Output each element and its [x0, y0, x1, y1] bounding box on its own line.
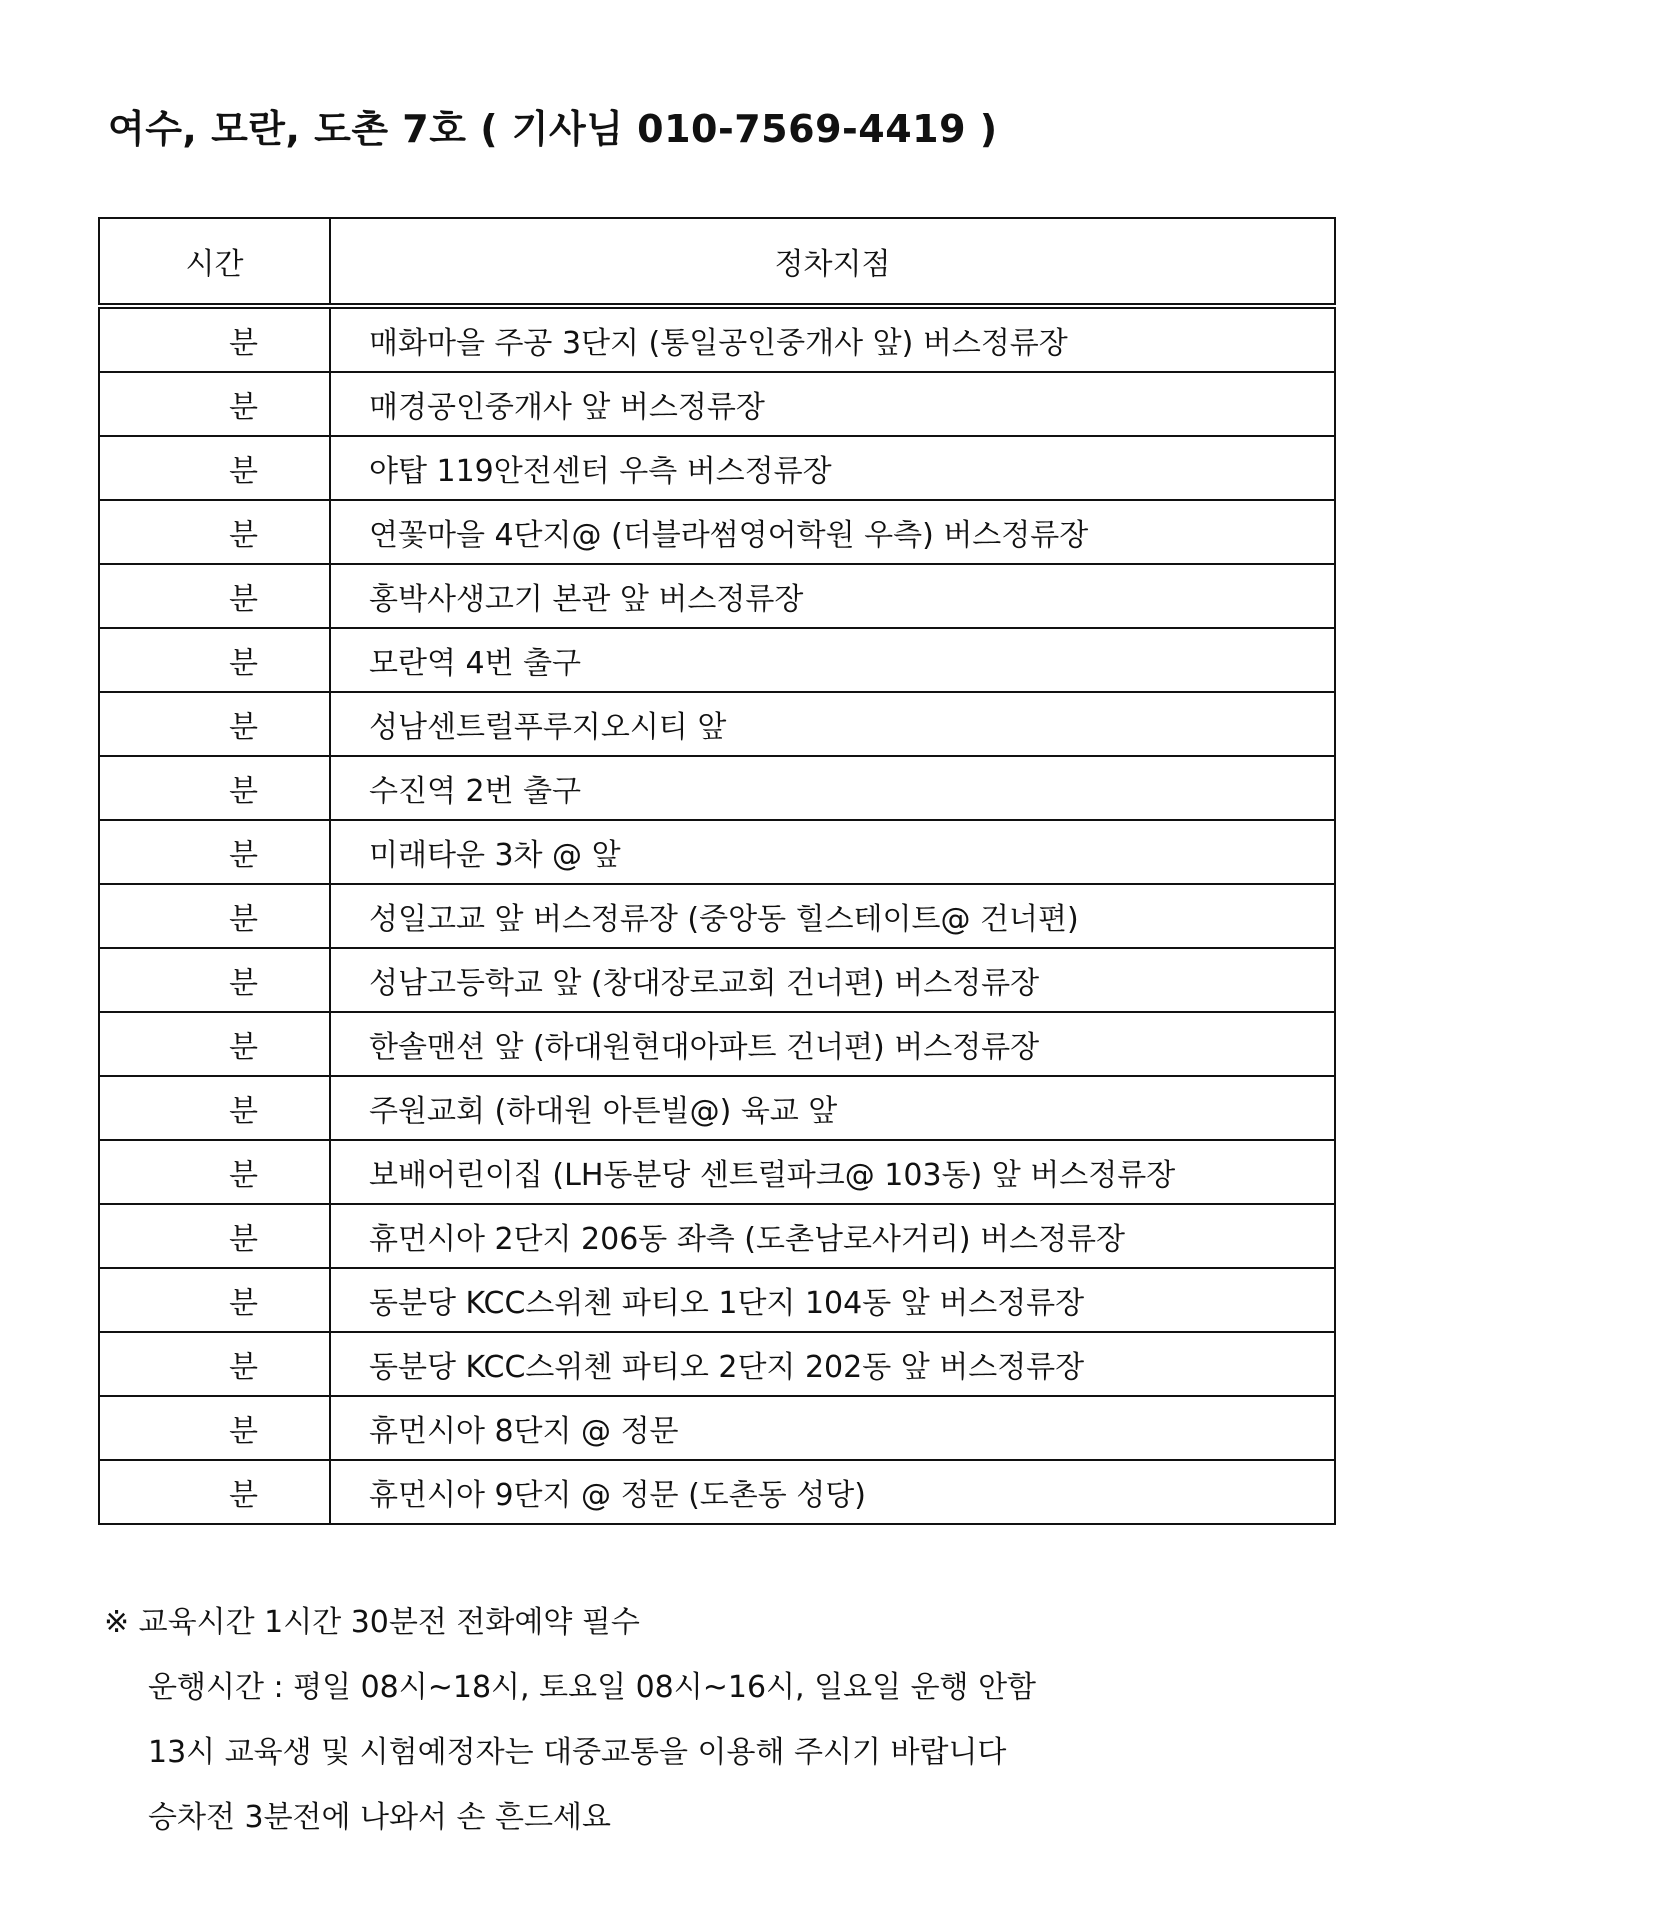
- stop-cell: 동분당 KCC스위첸 파티오 1단지 104동 앞 버스정류장: [330, 1268, 1335, 1332]
- table-row: [99, 884, 1335, 948]
- table-row: [99, 372, 1335, 436]
- table-body: [99, 306, 1335, 1524]
- stop-cell: 한솔맨션 앞 (하대원현대아파트 건너편) 버스정류장: [330, 1012, 1335, 1076]
- stop-cell: 성남고등학교 앞 (창대장로교회 건너편) 버스정류장: [330, 948, 1335, 1012]
- table-header-row: [99, 218, 1335, 306]
- stop-cell: 매화마을 주공 3단지 (통일공인중개사 앞) 버스정류장: [330, 306, 1335, 372]
- stop-cell: 매경공인중개사 앞 버스정류장: [330, 372, 1335, 436]
- reservation-note: ※ 교육시간 1시간 30분전 전화예약 필수: [104, 1605, 640, 1640]
- time-cell: 분: [99, 1140, 330, 1204]
- stop-cell: 미래타운 3차 @ 앞: [330, 820, 1335, 884]
- boarding-note: 승차전 3분전에 나와서 손 흔드세요: [148, 1800, 611, 1835]
- bus-stop-table: [98, 217, 1336, 1525]
- stop-cell: 야탑 119안전센터 우측 버스정류장: [330, 436, 1335, 500]
- stop-cell: 성남센트럴푸루지오시티 앞: [330, 692, 1335, 756]
- stop-cell: 주원교회 (하대원 아튼빌@) 육교 앞: [330, 1076, 1335, 1140]
- time-cell: 분: [99, 500, 330, 564]
- table-row: [99, 628, 1335, 692]
- public-transit-note: 13시 교육생 및 시험예정자는 대중교통을 이용해 주시기 바랍니다: [148, 1735, 1007, 1770]
- table-row: [99, 1204, 1335, 1268]
- time-cell: 분: [99, 564, 330, 628]
- header-time: 시간: [99, 218, 330, 306]
- table-row: [99, 1268, 1335, 1332]
- table-row: [99, 1396, 1335, 1460]
- stop-cell: 홍박사생고기 본관 앞 버스정류장: [330, 564, 1335, 628]
- time-cell: 분: [99, 372, 330, 436]
- time-cell: 분: [99, 628, 330, 692]
- header-stop: 정차지점: [330, 218, 1335, 306]
- time-cell: 분: [99, 756, 330, 820]
- time-cell: 분: [99, 820, 330, 884]
- stop-cell: 보배어린이집 (LH동분당 센트럴파크@ 103동) 앞 버스정류장: [330, 1140, 1335, 1204]
- stop-cell: 동분당 KCC스위첸 파티오 2단지 202동 앞 버스정류장: [330, 1332, 1335, 1396]
- table-row: [99, 564, 1335, 628]
- table-row: [99, 1332, 1335, 1396]
- notes-section: [104, 1590, 1036, 1850]
- stop-cell: 연꽃마을 4단지@ (더블라썸영어학원 우측) 버스정류장: [330, 500, 1335, 564]
- stop-cell: 휴먼시아 9단지 @ 정문 (도촌동 성당): [330, 1460, 1335, 1524]
- table-row: [99, 1460, 1335, 1524]
- table-row: [99, 948, 1335, 1012]
- time-cell: 분: [99, 884, 330, 948]
- time-cell: 분: [99, 692, 330, 756]
- driver-contact: ( 기사님 010-7569-4419 ): [480, 107, 998, 151]
- table-row: [99, 1140, 1335, 1204]
- time-cell: 분: [99, 1396, 330, 1460]
- time-cell: 분: [99, 1012, 330, 1076]
- time-cell: 분: [99, 1204, 330, 1268]
- time-cell: 분: [99, 1268, 330, 1332]
- time-cell: 분: [99, 1460, 330, 1524]
- table-row: [99, 820, 1335, 884]
- table-row: [99, 692, 1335, 756]
- table-row: [99, 1012, 1335, 1076]
- time-cell: 분: [99, 948, 330, 1012]
- time-cell: 분: [99, 1332, 330, 1396]
- stop-cell: 수진역 2번 출구: [330, 756, 1335, 820]
- stop-cell: 휴먼시아 2단지 206동 좌측 (도촌남로사거리) 버스정류장: [330, 1204, 1335, 1268]
- time-cell: 분: [99, 436, 330, 500]
- stop-cell: 휴먼시아 8단지 @ 정문: [330, 1396, 1335, 1460]
- table-row: [99, 1076, 1335, 1140]
- time-cell: 분: [99, 306, 330, 372]
- table-row: [99, 306, 1335, 372]
- stop-cell: 성일고교 앞 버스정류장 (중앙동 힐스테이트@ 건너편): [330, 884, 1335, 948]
- page-title: [108, 98, 998, 153]
- stop-cell: 모란역 4번 출구: [330, 628, 1335, 692]
- table-row: [99, 500, 1335, 564]
- operating-hours-note: 운행시간 : 평일 08시~18시, 토요일 08시~16시, 일요일 운행 안함: [148, 1670, 1037, 1705]
- table-row: [99, 756, 1335, 820]
- route-name: 여수, 모란, 도촌 7호: [108, 107, 467, 151]
- table-row: [99, 436, 1335, 500]
- time-cell: 분: [99, 1076, 330, 1140]
